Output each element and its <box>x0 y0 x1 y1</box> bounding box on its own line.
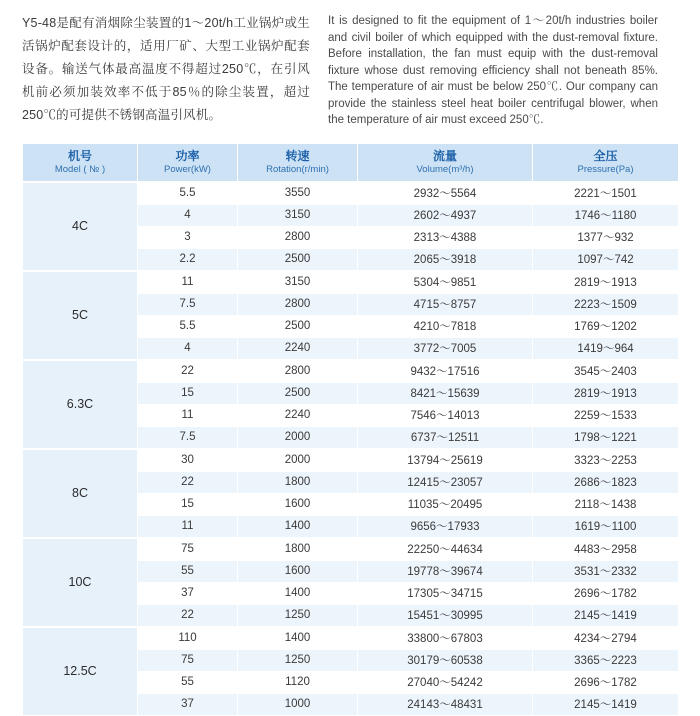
header-volume-main: 流量 <box>432 148 457 163</box>
intro-chinese-text: Y5-48是配有消烟除尘装置的1～20t/h工业锅炉或生活锅炉配套设计的，适用厂矿、大型工业锅炉配套设备。输送气体最高温度不得超过250℃，在引风机前必须加装效率不低于85％的除尘装置，超过250℃的可提供不锈钢高温引风机。 <box>22 16 310 122</box>
table-row <box>23 627 679 650</box>
cell-volume: 33800～67803 <box>358 627 533 650</box>
cell-power: 15 <box>138 493 238 515</box>
cell-rotation: 1400 <box>238 627 358 650</box>
table-header-row <box>23 143 679 182</box>
cell-pressure: 4234～2794 <box>533 627 679 650</box>
cell-rotation: 2500 <box>238 382 358 404</box>
table-row <box>23 449 679 472</box>
cell-volume: 22250～44634 <box>358 538 533 561</box>
cell-pressure: 3365～2223 <box>533 649 679 671</box>
table-row <box>23 360 679 383</box>
table-row <box>23 271 679 294</box>
cell-power: 5.5 <box>138 315 238 337</box>
cell-volume: 19778～39674 <box>358 560 533 582</box>
cell-rotation: 2800 <box>238 360 358 383</box>
cell-rotation: 2240 <box>238 404 358 426</box>
cell-rotation: 2500 <box>238 248 358 271</box>
cell-model: 5C <box>23 271 138 360</box>
header-volume <box>358 143 533 182</box>
cell-pressure: 2819～1913 <box>533 271 679 294</box>
cell-power: 37 <box>138 582 238 604</box>
cell-rotation: 1400 <box>238 582 358 604</box>
cell-rotation: 1800 <box>238 471 358 493</box>
cell-volume: 8421～15639 <box>358 382 533 404</box>
cell-power: 4 <box>138 337 238 360</box>
cell-volume: 9432～17516 <box>358 360 533 383</box>
cell-power: 22 <box>138 604 238 627</box>
cell-volume: 2065～3918 <box>358 248 533 271</box>
header-model-sub: Model ( № ) <box>54 163 106 175</box>
cell-rotation: 3550 <box>238 182 358 205</box>
cell-rotation: 1600 <box>238 493 358 515</box>
cell-volume: 17305～34715 <box>358 582 533 604</box>
header-rotation-sub: Rotation(r/min) <box>266 163 329 175</box>
cell-volume: 27040～54242 <box>358 671 533 693</box>
cell-power: 7.5 <box>138 293 238 315</box>
spec-table-wrapper <box>0 129 700 716</box>
header-volume-sub: Volume(m³/h) <box>416 163 474 175</box>
cell-pressure: 2145～1419 <box>533 693 679 715</box>
cell-rotation: 2000 <box>238 426 358 449</box>
cell-power: 4 <box>138 204 238 226</box>
cell-rotation: 2800 <box>238 226 358 248</box>
cell-power: 37 <box>138 693 238 715</box>
cell-power: 11 <box>138 271 238 294</box>
cell-power: 2.2 <box>138 248 238 271</box>
cell-volume: 4210～7818 <box>358 315 533 337</box>
cell-power: 30 <box>138 449 238 472</box>
cell-volume: 2313～4388 <box>358 226 533 248</box>
cell-power: 7.5 <box>138 426 238 449</box>
header-pressure-main: 全压 <box>593 148 618 163</box>
cell-power: 22 <box>138 471 238 493</box>
cell-pressure: 4483～2958 <box>533 538 679 561</box>
cell-model: 4C <box>23 182 138 271</box>
cell-pressure: 2223～1509 <box>533 293 679 315</box>
header-pressure-sub: Pressure(Pa) <box>577 163 634 175</box>
cell-volume: 9656～17933 <box>358 515 533 538</box>
cell-model: 6.3C <box>23 360 138 449</box>
cell-pressure: 3545～2403 <box>533 360 679 383</box>
cell-rotation: 3150 <box>238 271 358 294</box>
cell-pressure: 1746～1180 <box>533 204 679 226</box>
spec-table-head <box>23 143 679 182</box>
cell-power: 3 <box>138 226 238 248</box>
header-pressure <box>533 143 679 182</box>
table-row <box>23 538 679 561</box>
cell-volume: 3772～7005 <box>358 337 533 360</box>
cell-power: 5.5 <box>138 182 238 205</box>
cell-pressure: 2696～1782 <box>533 582 679 604</box>
cell-pressure: 2696～1782 <box>533 671 679 693</box>
cell-volume: 4715～8757 <box>358 293 533 315</box>
cell-rotation: 2000 <box>238 449 358 472</box>
header-power-sub: Power(kW) <box>164 163 211 175</box>
cell-rotation: 1000 <box>238 693 358 715</box>
cell-volume: 30179～60538 <box>358 649 533 671</box>
cell-power: 110 <box>138 627 238 650</box>
cell-volume: 5304～9851 <box>358 271 533 294</box>
cell-power: 15 <box>138 382 238 404</box>
cell-pressure: 3323～2253 <box>533 449 679 472</box>
cell-pressure: 2259～1533 <box>533 404 679 426</box>
intro-section <box>0 0 700 129</box>
table-row <box>23 182 679 205</box>
cell-rotation: 1600 <box>238 560 358 582</box>
cell-pressure: 2686～1823 <box>533 471 679 493</box>
cell-volume: 7546～14013 <box>358 404 533 426</box>
cell-power: 11 <box>138 404 238 426</box>
cell-pressure: 2145～1419 <box>533 604 679 627</box>
cell-pressure: 2819～1913 <box>533 382 679 404</box>
cell-volume: 6737～12511 <box>358 426 533 449</box>
cell-rotation: 2800 <box>238 293 358 315</box>
spec-table <box>22 143 679 716</box>
cell-power: 22 <box>138 360 238 383</box>
header-model-main: 机号 <box>67 148 92 163</box>
cell-volume: 2932～5564 <box>358 182 533 205</box>
cell-rotation: 1250 <box>238 604 358 627</box>
cell-pressure: 1097～742 <box>533 248 679 271</box>
cell-rotation: 1120 <box>238 671 358 693</box>
cell-volume: 12415～23057 <box>358 471 533 493</box>
spec-table-body <box>23 182 679 716</box>
cell-pressure: 1769～1202 <box>533 315 679 337</box>
cell-pressure: 1377～932 <box>533 226 679 248</box>
cell-volume: 13794～25619 <box>358 449 533 472</box>
cell-pressure: 1619～1100 <box>533 515 679 538</box>
cell-volume: 15451～30995 <box>358 604 533 627</box>
cell-model: 12.5C <box>23 627 138 716</box>
cell-power: 75 <box>138 649 238 671</box>
cell-rotation: 2240 <box>238 337 358 360</box>
cell-rotation: 1400 <box>238 515 358 538</box>
intro-english-text: It is designed to fit the equipment of 1～20t/h industries boiler and civil boiler of which equipped with the dust-removal fixture. Before installation, the fan must equip with the dust-removal fixture whose dust removing efficiency shall not beneath 85%. The temperature of air must be below 250℃. Our company can provide the stainless steel heat boiler centrifugal blower, when the temperature of air must exceed 250℃. <box>328 15 658 126</box>
cell-power: 55 <box>138 560 238 582</box>
header-model <box>23 143 138 182</box>
cell-volume: 11035～20495 <box>358 493 533 515</box>
cell-rotation: 2500 <box>238 315 358 337</box>
cell-rotation: 1250 <box>238 649 358 671</box>
header-power-main: 功率 <box>175 148 200 163</box>
cell-pressure: 2221～1501 <box>533 182 679 205</box>
cell-pressure: 1798～1221 <box>533 426 679 449</box>
header-rotation <box>238 143 358 182</box>
cell-power: 55 <box>138 671 238 693</box>
cell-model: 10C <box>23 538 138 627</box>
header-power <box>138 143 238 182</box>
cell-pressure: 2118～1438 <box>533 493 679 515</box>
cell-volume: 24143～48431 <box>358 693 533 715</box>
cell-pressure: 3531～2332 <box>533 560 679 582</box>
cell-volume: 2602～4937 <box>358 204 533 226</box>
cell-rotation: 1800 <box>238 538 358 561</box>
cell-power: 75 <box>138 538 238 561</box>
cell-pressure: 1419～964 <box>533 337 679 360</box>
cell-model: 8C <box>23 449 138 538</box>
cell-power: 11 <box>138 515 238 538</box>
header-rotation-main: 转速 <box>285 148 310 163</box>
cell-rotation: 3150 <box>238 204 358 226</box>
